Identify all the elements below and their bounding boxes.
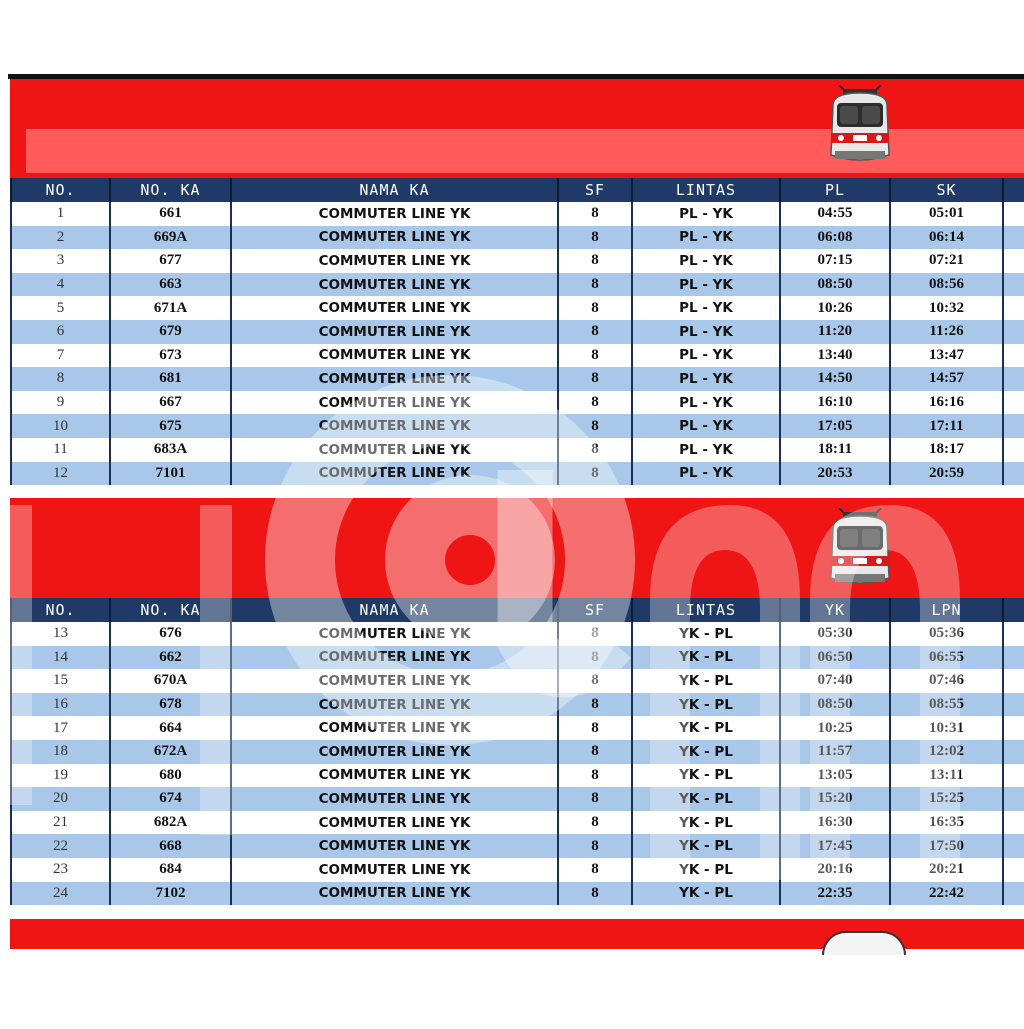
cell-sf: 8 xyxy=(558,202,632,226)
cell-no: 9 xyxy=(11,391,110,415)
column-header-overflow xyxy=(1003,598,1024,622)
cell-lintas: PL - YK xyxy=(632,367,780,391)
column-header-no: NO. xyxy=(11,598,110,622)
cell-no-ka: 674 xyxy=(110,787,231,811)
cell-overflow xyxy=(1003,202,1024,226)
cell-nama-ka: COMMUTER LINE YK xyxy=(231,787,558,811)
cell-time-a: 17:45 xyxy=(780,834,890,858)
cell-lintas: PL - YK xyxy=(632,202,780,226)
cell-no: 20 xyxy=(11,787,110,811)
cell-lintas: PL - YK xyxy=(632,438,780,462)
cell-sf: 8 xyxy=(558,367,632,391)
cell-no: 15 xyxy=(11,669,110,693)
cell-no: 11 xyxy=(11,438,110,462)
cell-overflow xyxy=(1003,858,1024,882)
column-header-sf: SF xyxy=(558,598,632,622)
cell-lintas: PL - YK xyxy=(632,296,780,320)
cell-lintas: PL - YK xyxy=(632,391,780,415)
cell-time-b: 12:02 xyxy=(890,740,1003,764)
cell-overflow xyxy=(1003,834,1024,858)
cell-lintas: YK - PL xyxy=(632,622,780,646)
table-header-row xyxy=(11,598,1024,622)
cell-no-ka: 673 xyxy=(110,344,231,368)
cell-sf: 8 xyxy=(558,622,632,646)
cell-time-a: 15:20 xyxy=(780,787,890,811)
table-row xyxy=(11,320,1024,344)
cell-no: 1 xyxy=(11,202,110,226)
cell-nama-ka: COMMUTER LINE YK xyxy=(231,622,558,646)
cell-lintas: PL - YK xyxy=(632,249,780,273)
table-row xyxy=(11,367,1024,391)
cell-no: 12 xyxy=(11,462,110,486)
cell-time-b: 10:32 xyxy=(890,296,1003,320)
cell-lintas: YK - PL xyxy=(632,740,780,764)
cell-no-ka: 664 xyxy=(110,716,231,740)
cell-lintas: PL - YK xyxy=(632,320,780,344)
cell-sf: 8 xyxy=(558,296,632,320)
cell-no: 4 xyxy=(11,273,110,297)
table-row xyxy=(11,811,1024,835)
cell-time-a: 10:26 xyxy=(780,296,890,320)
cell-no-ka: 661 xyxy=(110,202,231,226)
cell-nama-ka: COMMUTER LINE YK xyxy=(231,226,558,250)
cell-overflow xyxy=(1003,344,1024,368)
cell-overflow xyxy=(1003,296,1024,320)
cell-overflow xyxy=(1003,273,1024,297)
table-row xyxy=(11,764,1024,788)
cell-no-ka: 671A xyxy=(110,296,231,320)
table-row xyxy=(11,202,1024,226)
cell-overflow xyxy=(1003,320,1024,344)
cell-no-ka: 684 xyxy=(110,858,231,882)
cell-nama-ka: COMMUTER LINE YK xyxy=(231,462,558,486)
table-row xyxy=(11,391,1024,415)
cell-time-b: 17:11 xyxy=(890,414,1003,438)
table-row xyxy=(11,414,1024,438)
train-roof-icon xyxy=(822,931,906,955)
cell-no: 5 xyxy=(11,296,110,320)
table-row xyxy=(11,787,1024,811)
table-row xyxy=(11,716,1024,740)
cell-sf: 8 xyxy=(558,787,632,811)
cell-lintas: YK - PL xyxy=(632,834,780,858)
cell-nama-ka: COMMUTER LINE YK xyxy=(231,414,558,438)
cell-no-ka: 675 xyxy=(110,414,231,438)
cell-overflow xyxy=(1003,882,1024,906)
cell-nama-ka: COMMUTER LINE YK xyxy=(231,249,558,273)
cell-time-a: 07:15 xyxy=(780,249,890,273)
cell-time-b: 20:59 xyxy=(890,462,1003,486)
cell-no: 2 xyxy=(11,226,110,250)
cell-sf: 8 xyxy=(558,438,632,462)
cell-no: 7 xyxy=(11,344,110,368)
cell-nama-ka: COMMUTER LINE YK xyxy=(231,811,558,835)
cell-no-ka: 679 xyxy=(110,320,231,344)
cell-time-b: 13:47 xyxy=(890,344,1003,368)
cell-sf: 8 xyxy=(558,646,632,670)
cell-time-b: 07:46 xyxy=(890,669,1003,693)
column-header-nama-ka: NAMA KA xyxy=(231,598,558,622)
cell-time-b: 07:21 xyxy=(890,249,1003,273)
cell-nama-ka: COMMUTER LINE YK xyxy=(231,858,558,882)
table-row xyxy=(11,462,1024,486)
cell-time-b: 17:50 xyxy=(890,834,1003,858)
cell-sf: 8 xyxy=(558,858,632,882)
cell-overflow xyxy=(1003,811,1024,835)
cell-time-a: 11:57 xyxy=(780,740,890,764)
cell-overflow xyxy=(1003,669,1024,693)
cell-no-ka: 677 xyxy=(110,249,231,273)
column-header-time-a: PL xyxy=(780,178,890,202)
table-row xyxy=(11,858,1024,882)
cell-nama-ka: COMMUTER LINE YK xyxy=(231,296,558,320)
table-row xyxy=(11,834,1024,858)
cell-overflow xyxy=(1003,249,1024,273)
cell-overflow xyxy=(1003,716,1024,740)
cell-nama-ka: COMMUTER LINE YK xyxy=(231,693,558,717)
cell-time-a: 16:30 xyxy=(780,811,890,835)
table-row xyxy=(11,740,1024,764)
column-header-nama-ka: NAMA KA xyxy=(231,178,558,202)
cell-time-a: 18:11 xyxy=(780,438,890,462)
cell-sf: 8 xyxy=(558,669,632,693)
cell-nama-ka: COMMUTER LINE YK xyxy=(231,273,558,297)
cell-no: 19 xyxy=(11,764,110,788)
cell-no-ka: 662 xyxy=(110,646,231,670)
cell-overflow xyxy=(1003,462,1024,486)
section-1-banner xyxy=(10,79,1024,178)
cell-time-b: 16:35 xyxy=(890,811,1003,835)
cell-no-ka: 7101 xyxy=(110,462,231,486)
cell-no: 21 xyxy=(11,811,110,835)
table-row xyxy=(11,296,1024,320)
column-header-no: NO. xyxy=(11,178,110,202)
cell-nama-ka: COMMUTER LINE YK xyxy=(231,669,558,693)
cell-time-b: 08:56 xyxy=(890,273,1003,297)
cell-time-b: 22:42 xyxy=(890,882,1003,906)
cell-overflow xyxy=(1003,414,1024,438)
cell-time-b: 10:31 xyxy=(890,716,1003,740)
cell-no-ka: 680 xyxy=(110,764,231,788)
cell-time-b: 05:01 xyxy=(890,202,1003,226)
cell-no-ka: 670A xyxy=(110,669,231,693)
cell-nama-ka: COMMUTER LINE YK xyxy=(231,367,558,391)
column-header-no-ka: NO. KA xyxy=(110,598,231,622)
cell-lintas: YK - PL xyxy=(632,693,780,717)
cell-overflow xyxy=(1003,764,1024,788)
column-header-lintas: LINTAS xyxy=(632,598,780,622)
cell-time-b: 16:16 xyxy=(890,391,1003,415)
cell-time-b: 13:11 xyxy=(890,764,1003,788)
cell-no-ka: 672A xyxy=(110,740,231,764)
cell-lintas: YK - PL xyxy=(632,787,780,811)
cell-sf: 8 xyxy=(558,811,632,835)
cell-time-a: 14:50 xyxy=(780,367,890,391)
table-row xyxy=(11,344,1024,368)
cell-nama-ka: COMMUTER LINE YK xyxy=(231,391,558,415)
table-row xyxy=(11,646,1024,670)
cell-overflow xyxy=(1003,438,1024,462)
cell-sf: 8 xyxy=(558,834,632,858)
cell-overflow xyxy=(1003,693,1024,717)
cell-no-ka: 682A xyxy=(110,811,231,835)
table-row xyxy=(11,882,1024,906)
column-header-time-a: YK xyxy=(780,598,890,622)
cell-sf: 8 xyxy=(558,391,632,415)
cell-overflow xyxy=(1003,622,1024,646)
table-row xyxy=(11,438,1024,462)
cell-lintas: YK - PL xyxy=(632,764,780,788)
cell-sf: 8 xyxy=(558,462,632,486)
cell-time-a: 06:50 xyxy=(780,646,890,670)
cell-time-a: 16:10 xyxy=(780,391,890,415)
cell-time-b: 15:25 xyxy=(890,787,1003,811)
cell-time-b: 11:26 xyxy=(890,320,1003,344)
column-header-no-ka: NO. KA xyxy=(110,178,231,202)
cell-time-a: 06:08 xyxy=(780,226,890,250)
cell-time-b: 06:14 xyxy=(890,226,1003,250)
cell-lintas: YK - PL xyxy=(632,646,780,670)
cell-overflow xyxy=(1003,646,1024,670)
cell-lintas: YK - PL xyxy=(632,811,780,835)
cell-no: 10 xyxy=(11,414,110,438)
cell-time-a: 07:40 xyxy=(780,669,890,693)
cell-no-ka: 676 xyxy=(110,622,231,646)
cell-no-ka: 681 xyxy=(110,367,231,391)
cell-no: 3 xyxy=(11,249,110,273)
cell-time-a: 20:53 xyxy=(780,462,890,486)
cell-time-a: 11:20 xyxy=(780,320,890,344)
cell-time-a: 13:40 xyxy=(780,344,890,368)
cell-time-a: 08:50 xyxy=(780,273,890,297)
cell-time-b: 08:55 xyxy=(890,693,1003,717)
table-row xyxy=(11,249,1024,273)
cell-sf: 8 xyxy=(558,273,632,297)
cell-no: 18 xyxy=(11,740,110,764)
table-row xyxy=(11,693,1024,717)
cell-time-a: 05:30 xyxy=(780,622,890,646)
cell-nama-ka: COMMUTER LINE YK xyxy=(231,764,558,788)
table-header-row xyxy=(11,178,1024,202)
cell-time-a: 20:16 xyxy=(780,858,890,882)
cell-time-b: 18:17 xyxy=(890,438,1003,462)
cell-sf: 8 xyxy=(558,882,632,906)
cell-no-ka: 668 xyxy=(110,834,231,858)
train-front-icon xyxy=(825,508,895,592)
column-header-lintas: LINTAS xyxy=(632,178,780,202)
cell-lintas: YK - PL xyxy=(632,882,780,906)
cell-lintas: PL - YK xyxy=(632,344,780,368)
cell-time-b: 20:21 xyxy=(890,858,1003,882)
cell-no-ka: 663 xyxy=(110,273,231,297)
cell-no: 23 xyxy=(11,858,110,882)
cell-time-b: 14:57 xyxy=(890,367,1003,391)
cell-overflow xyxy=(1003,391,1024,415)
cell-time-a: 17:05 xyxy=(780,414,890,438)
cell-overflow xyxy=(1003,226,1024,250)
cell-time-b: 05:36 xyxy=(890,622,1003,646)
cell-nama-ka: COMMUTER LINE YK xyxy=(231,740,558,764)
cell-sf: 8 xyxy=(558,740,632,764)
cell-sf: 8 xyxy=(558,226,632,250)
cell-time-a: 13:05 xyxy=(780,764,890,788)
cell-nama-ka: COMMUTER LINE YK xyxy=(231,438,558,462)
schedule-table-yk-pl xyxy=(10,598,1024,905)
column-header-sf: SF xyxy=(558,178,632,202)
cell-lintas: YK - PL xyxy=(632,716,780,740)
cell-lintas: PL - YK xyxy=(632,462,780,486)
cell-no: 8 xyxy=(11,367,110,391)
cell-no-ka: 678 xyxy=(110,693,231,717)
column-header-overflow xyxy=(1003,178,1024,202)
cell-lintas: PL - YK xyxy=(632,273,780,297)
cell-nama-ka: COMMUTER LINE YK xyxy=(231,646,558,670)
table-row xyxy=(11,669,1024,693)
column-header-time-b: LPN xyxy=(890,598,1003,622)
cell-no: 16 xyxy=(11,693,110,717)
cell-sf: 8 xyxy=(558,716,632,740)
cell-lintas: YK - PL xyxy=(632,858,780,882)
cell-no: 6 xyxy=(11,320,110,344)
train-front-icon xyxy=(825,85,895,169)
cell-sf: 8 xyxy=(558,320,632,344)
section-2-banner xyxy=(10,498,1024,598)
cell-lintas: PL - YK xyxy=(632,414,780,438)
cell-no: 14 xyxy=(11,646,110,670)
cell-nama-ka: COMMUTER LINE YK xyxy=(231,344,558,368)
cell-overflow xyxy=(1003,787,1024,811)
cell-nama-ka: COMMUTER LINE YK xyxy=(231,882,558,906)
cell-no: 13 xyxy=(11,622,110,646)
cell-time-a: 22:35 xyxy=(780,882,890,906)
cell-sf: 8 xyxy=(558,414,632,438)
cell-no-ka: 669A xyxy=(110,226,231,250)
cell-sf: 8 xyxy=(558,249,632,273)
cell-time-a: 04:55 xyxy=(780,202,890,226)
cell-nama-ka: COMMUTER LINE YK xyxy=(231,834,558,858)
cell-overflow xyxy=(1003,367,1024,391)
table-row xyxy=(11,622,1024,646)
cell-lintas: YK - PL xyxy=(632,669,780,693)
cell-sf: 8 xyxy=(558,764,632,788)
cell-nama-ka: COMMUTER LINE YK xyxy=(231,716,558,740)
cell-nama-ka: COMMUTER LINE YK xyxy=(231,202,558,226)
cell-no: 24 xyxy=(11,882,110,906)
cell-sf: 8 xyxy=(558,344,632,368)
cell-time-a: 08:50 xyxy=(780,693,890,717)
bottom-banner xyxy=(10,919,1024,949)
schedule-table-pl-yk xyxy=(10,178,1024,485)
cell-time-b: 06:55 xyxy=(890,646,1003,670)
cell-no-ka: 7102 xyxy=(110,882,231,906)
table-row xyxy=(11,273,1024,297)
table-row xyxy=(11,226,1024,250)
cell-no-ka: 683A xyxy=(110,438,231,462)
column-header-time-b: SK xyxy=(890,178,1003,202)
cell-no: 17 xyxy=(11,716,110,740)
cell-no-ka: 667 xyxy=(110,391,231,415)
cell-overflow xyxy=(1003,740,1024,764)
cell-sf: 8 xyxy=(558,693,632,717)
cell-lintas: PL - YK xyxy=(632,226,780,250)
cell-nama-ka: COMMUTER LINE YK xyxy=(231,320,558,344)
cell-time-a: 10:25 xyxy=(780,716,890,740)
cell-no: 22 xyxy=(11,834,110,858)
